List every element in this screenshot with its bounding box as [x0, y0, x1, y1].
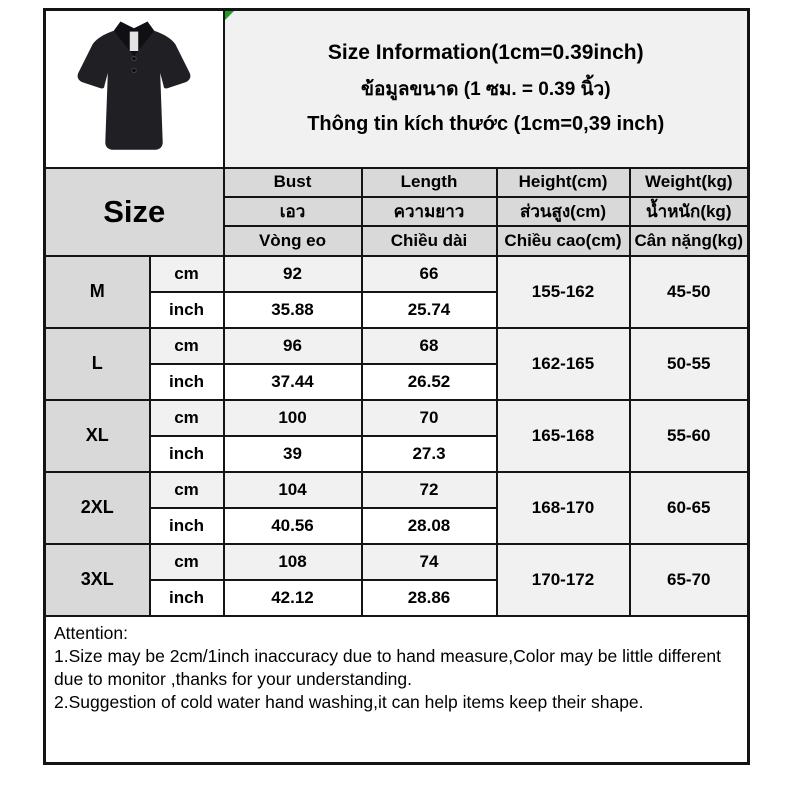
- weight-L: 50-55: [630, 328, 749, 400]
- bust-inch-L: 37.44: [224, 364, 362, 400]
- height-M: 155-162: [497, 256, 630, 328]
- length-inch-XL: 27.3: [362, 436, 497, 472]
- size-name-L: L: [45, 328, 150, 400]
- attention-line2: 2.Suggestion of cold water hand washing,it can help items keep their shape.: [54, 691, 644, 712]
- col-header-length-th: ความยาว: [362, 197, 497, 226]
- height-XL: 165-168: [497, 400, 630, 472]
- col-header-length-en: Length: [362, 168, 497, 197]
- height-3XL: 170-172: [497, 544, 630, 616]
- length-cm-XL: 70: [362, 400, 497, 436]
- col-header-bust-vi: Vòng eo: [224, 226, 362, 256]
- length-cm-2XL: 72: [362, 472, 497, 508]
- height-2XL: 168-170: [497, 472, 630, 544]
- unit-inch-M: inch: [150, 292, 224, 328]
- bust-cm-XL: 100: [224, 400, 362, 436]
- row-L-cm: [45, 328, 749, 364]
- col-header-length-vi: Chiều dài: [362, 226, 497, 256]
- unit-cm-L: cm: [150, 328, 224, 364]
- weight-2XL: 60-65: [630, 472, 749, 544]
- length-cm-3XL: 74: [362, 544, 497, 580]
- unit-cm-3XL: cm: [150, 544, 224, 580]
- bust-cm-L: 96: [224, 328, 362, 364]
- unit-cm-2XL: cm: [150, 472, 224, 508]
- unit-cm-XL: cm: [150, 400, 224, 436]
- bust-inch-M: 35.88: [224, 292, 362, 328]
- bust-cm-M: 92: [224, 256, 362, 292]
- product-photo-cell: [45, 10, 224, 168]
- weight-M: 45-50: [630, 256, 749, 328]
- size-name-XL: XL: [45, 400, 150, 472]
- length-inch-2XL: 28.08: [362, 508, 497, 544]
- size-table: [43, 8, 750, 765]
- col-header-height-en: Height(cm): [497, 168, 630, 197]
- bust-inch-XL: 39: [224, 436, 362, 472]
- height-L: 162-165: [497, 328, 630, 400]
- length-inch-L: 26.52: [362, 364, 497, 400]
- bust-inch-2XL: 40.56: [224, 508, 362, 544]
- length-cm-L: 68: [362, 328, 497, 364]
- col-header-height-vi: Chiều cao(cm): [497, 226, 630, 256]
- size-name-3XL: 3XL: [45, 544, 150, 616]
- col-header-weight-vi: Cân nặng(kg): [630, 226, 749, 256]
- col-header-bust-th: เอว: [224, 197, 362, 226]
- bust-inch-3XL: 42.12: [224, 580, 362, 616]
- length-inch-3XL: 28.86: [362, 580, 497, 616]
- col-header-weight-en: Weight(kg): [630, 168, 749, 197]
- title-en: Size Information(1cm=0.39inch): [327, 41, 644, 65]
- col-header-bust-en: Bust: [224, 168, 362, 197]
- polo-shirt-image: [46, 16, 223, 162]
- attention-line1: 1.Size may be 2cm/1inch inaccuracy due to hand measure,Color may be little different due to monitor ,thanks for your understanding.: [54, 645, 721, 689]
- col-header-weight-th: น้ำหนัก(kg): [630, 197, 749, 226]
- bust-cm-2XL: 104: [224, 472, 362, 508]
- unit-cm-M: cm: [150, 256, 224, 292]
- title-th: ข้อมูลขนาด (1 ซม. = 0.39 นิ้ว): [360, 79, 611, 101]
- row-M-cm: [45, 256, 749, 292]
- unit-inch-L: inch: [150, 364, 224, 400]
- bust-cm-3XL: 108: [224, 544, 362, 580]
- length-inch-M: 25.74: [362, 292, 497, 328]
- weight-XL: 55-60: [630, 400, 749, 472]
- polo-shirt-graphic: [58, 16, 210, 162]
- unit-inch-XL: inch: [150, 436, 224, 472]
- row-XL-cm: [45, 400, 749, 436]
- size-name-2XL: 2XL: [45, 472, 150, 544]
- title-vi: Thông tin kích thước (1cm=0,39 inch): [307, 113, 665, 136]
- attention-row: [45, 616, 749, 764]
- header-row-en: [45, 168, 749, 197]
- length-cm-M: 66: [362, 256, 497, 292]
- title-row: [45, 10, 749, 168]
- row-2XL-cm: [45, 472, 749, 508]
- attention-heading: Attention:: [54, 622, 128, 643]
- green-corner-marker: [225, 11, 234, 20]
- size-name-M: M: [45, 256, 150, 328]
- title-cell: [224, 10, 749, 168]
- unit-inch-2XL: inch: [150, 508, 224, 544]
- attention-cell: [45, 616, 749, 764]
- col-header-height-th: ส่วนสูง(cm): [497, 197, 630, 226]
- row-3XL-cm: [45, 544, 749, 580]
- size-header-cell: Size: [45, 168, 224, 256]
- weight-3XL: 65-70: [630, 544, 749, 616]
- unit-inch-3XL: inch: [150, 580, 224, 616]
